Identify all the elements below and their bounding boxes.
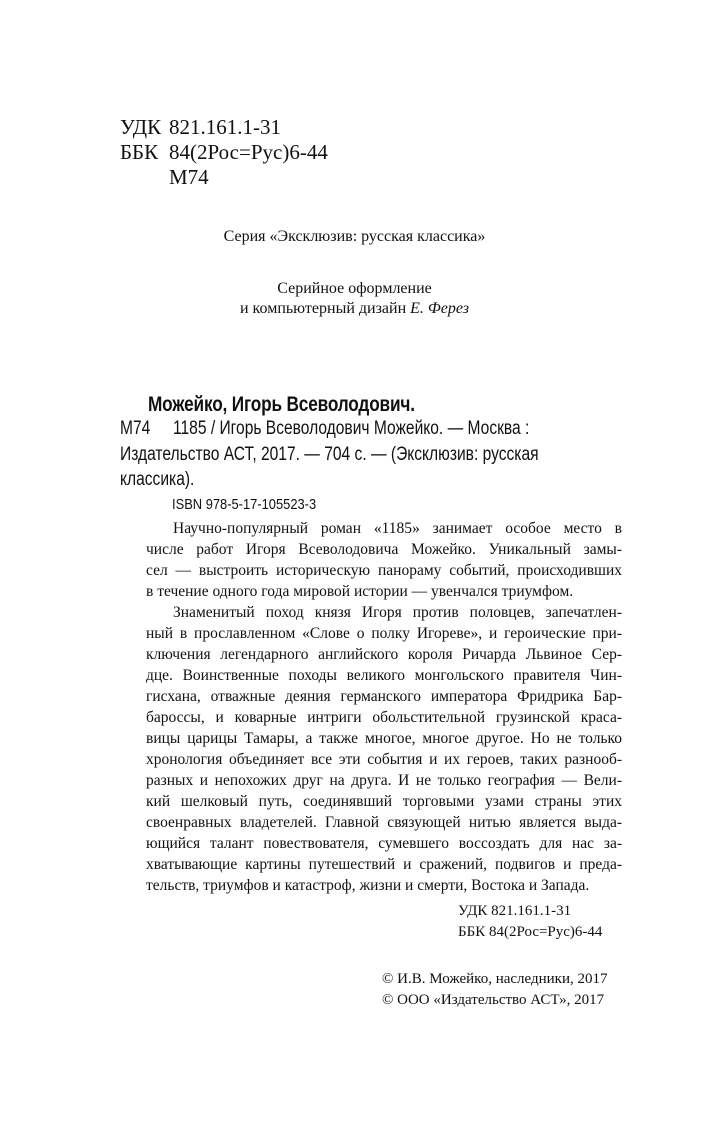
annotation-p1-line: сел — выстроить историческую панораму событий, происходивших [146,562,622,579]
bib-line-2: Издательство АСТ, 2017. — 704 с. — (Эксклюзив: русская [120,444,539,465]
author-mark: М74 [169,165,209,189]
copyright-line-2: © ООО «Издательство АСТ», 2017 [382,992,605,1008]
annotation-p2-line: хронология объединяет все эти события и их героев, таких разнооб- [146,751,622,768]
annotation-p1-line: числе работ Игоря Всеволодовича Можейко. Уникальный замы- [146,541,622,558]
entry-heading: Можейко, Игорь Всеволодович. [148,393,415,416]
bottom-udk: УДК 821.161.1-31 [458,903,572,919]
design-credit-line2 [0,300,709,318]
bib-line-3: классика). [120,469,195,490]
annotation-p2-line: Знаменитый поход князя Игоря против половцев, запечатлен- [173,604,622,621]
designer-name: Е. Ферез [410,300,470,317]
annotation-p1-line: Научно-популярный роман «1185» занимает особое место в [173,520,622,537]
series-line: Серия «Эксклюзив: русская классика» [223,228,486,245]
bbk-label: ББК [120,140,159,164]
annotation-p2-line: ный в прославленном «Слове о полку Игореве», и героические при- [146,625,622,642]
udk-label: УДК [120,115,162,139]
design-credit-prefix: и компьютерный дизайн [239,300,411,317]
annotation-p2-line: гисхана, отважные деяния германского императора Фридрика Бар- [146,688,622,705]
annotation-p2-line: кий шелковый путь, соединявший торговыми узами страны этих [146,793,622,810]
annotation-p2-line: ющийся талант повествователя, сумевшего воссоздать для нас за- [146,835,622,852]
annotation-p2-line: ключения легендарного английского короля Ричарда Львиное Сер- [146,646,622,663]
bbk-value: 84(2Рос=Рус)6-44 [169,140,328,164]
annotation-p2-line: разных и непохожих друг на друга. И не только география — Вели- [146,772,622,789]
isbn: ISBN 978-5-17-105523-3 [172,496,317,513]
udk-value: 821.161.1-31 [169,115,281,139]
annotation-p2-line: вицы царицы Тамары, а также многое, многое другое. Но не только [146,730,622,747]
annotation-p1-line: в течение одного года мировой истории — увенчался триумфом. [146,583,574,600]
copyright-line-1: © И.В. Можейко, наследники, 2017 [382,971,608,987]
annotation-p2-line: тельств, триумфов и катастроф, жизни и смерти, Востока и Запада. [146,877,590,894]
annotation-p2-line: дце. Воинственные походы великого монгольского правителя Чин- [146,667,622,684]
bbk-line [120,140,328,165]
bib-line-1: 1185 / Игорь Всеволодович Можейко. — Москва : [173,418,530,439]
annotation-p2-line: своенравных владетелей. Главной связующей нитью является выда- [146,814,622,831]
design-credit-line1: Серийное оформление [277,280,432,297]
bottom-bbk: ББК 84(2Рос=Рус)6-44 [458,924,603,940]
entry-mark: М74 [120,418,151,439]
udk-line [120,115,281,140]
annotation-p2-line: бароссы, и коварные интриги обольстительной грузинской краса- [146,709,622,726]
annotation-p2-line: хватывающие картины путешествий и сражений, подвигов и преда- [146,856,622,873]
